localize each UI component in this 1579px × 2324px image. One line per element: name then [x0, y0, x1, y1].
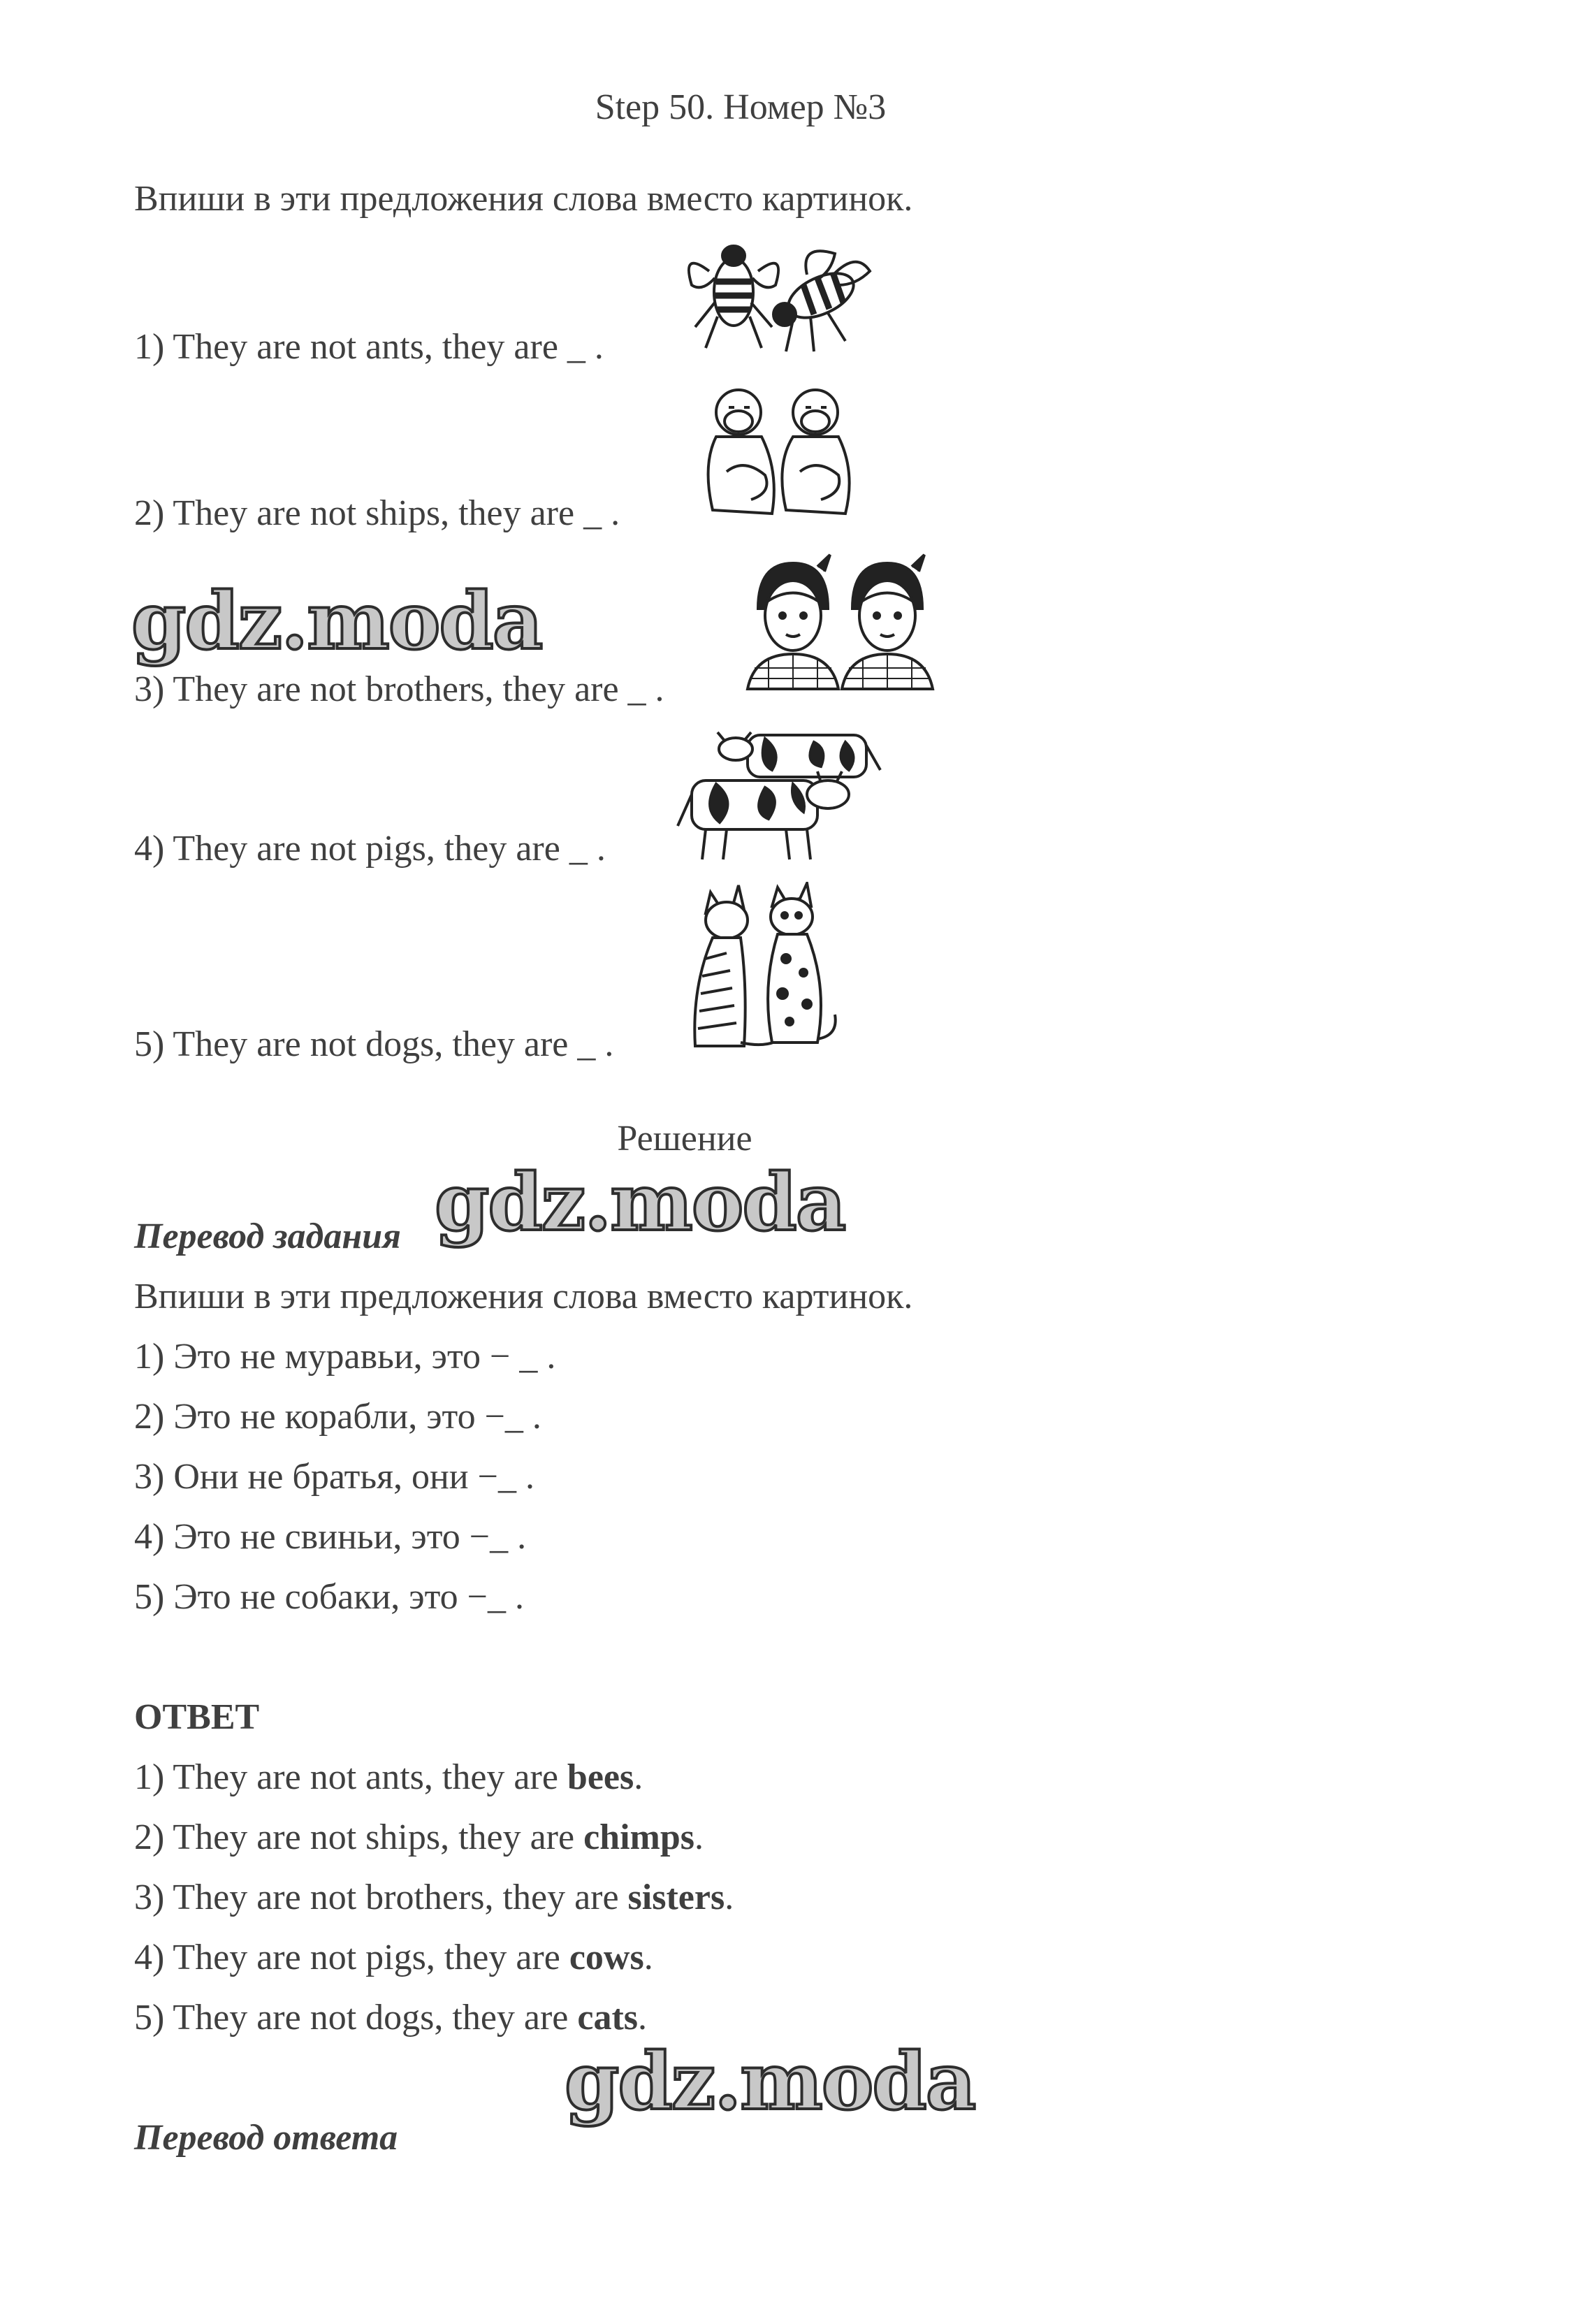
cats-icon	[674, 882, 842, 1056]
answer-suffix: .	[694, 1817, 704, 1857]
watermark-logo: gdz.moda	[131, 576, 542, 667]
answer-suffix: .	[725, 1878, 734, 1917]
answer-word: chimps	[583, 1817, 694, 1857]
task-item: 1) They are not ants, they are _ .	[134, 327, 604, 367]
answer-item	[134, 1877, 734, 1919]
answer-prefix: 3) They are not brothers, they are	[134, 1878, 628, 1917]
watermark-logo: gdz.moda	[565, 2036, 975, 2128]
answer-suffix: .	[634, 1757, 643, 1797]
answer-suffix: .	[643, 1938, 653, 1977]
task-item: 4) They are not pigs, they are _ .	[134, 829, 606, 869]
bees-icon	[667, 236, 877, 356]
translation-item: 2) Это не корабли, это −_ .	[134, 1397, 541, 1437]
answer-item	[134, 1997, 647, 2039]
answer-word: bees	[567, 1757, 634, 1797]
answer-prefix: 1) They are not ants, they are	[134, 1757, 567, 1797]
answer-item	[134, 1937, 653, 1979]
task-item: 2) They are not ships, they are _ .	[134, 493, 620, 533]
page-title: Step 50. Номер №3	[595, 87, 887, 127]
translation-heading: Перевод задания	[134, 1217, 401, 1256]
translation-item: 4) Это не свиньи, это −_ .	[134, 1517, 527, 1557]
cows-icon	[667, 728, 891, 864]
watermark-logo: gdz.moda	[435, 1157, 845, 1249]
answer-heading: ОТВЕТ	[134, 1697, 260, 1737]
translation-item: 1) Это не муравьи, это − _ .	[134, 1337, 556, 1377]
task-item: 3) They are not brothers, they are _ .	[134, 669, 664, 709]
answer-prefix: 2) They are not ships, they are	[134, 1817, 584, 1857]
solution-heading: Решение	[617, 1119, 752, 1159]
translation-instruction: Впиши в эти предложения слова вместо картинок.	[134, 1277, 913, 1316]
answer-prefix: 5) They are not dogs, they are	[134, 1998, 578, 2038]
answer-suffix: .	[638, 1998, 648, 2038]
sisters-icon	[741, 549, 940, 692]
chimps-icon	[695, 381, 863, 521]
answer-word: cows	[569, 1938, 644, 1977]
answer-translation-heading: Перевод ответа	[134, 2118, 398, 2158]
task-item: 5) They are not dogs, they are _ .	[134, 1024, 614, 1064]
translation-item: 5) Это не собаки, это −_ .	[134, 1577, 524, 1617]
answer-word: sisters	[627, 1878, 725, 1917]
answer-item	[134, 1817, 704, 1859]
answer-word: cats	[577, 1998, 639, 2038]
instruction: Впиши в эти предложения слова вместо картинок.	[134, 179, 913, 219]
answer-prefix: 4) They are not pigs, they are	[134, 1938, 569, 1977]
answer-item	[134, 1757, 643, 1799]
translation-item: 3) Они не братья, они −_ .	[134, 1457, 534, 1497]
